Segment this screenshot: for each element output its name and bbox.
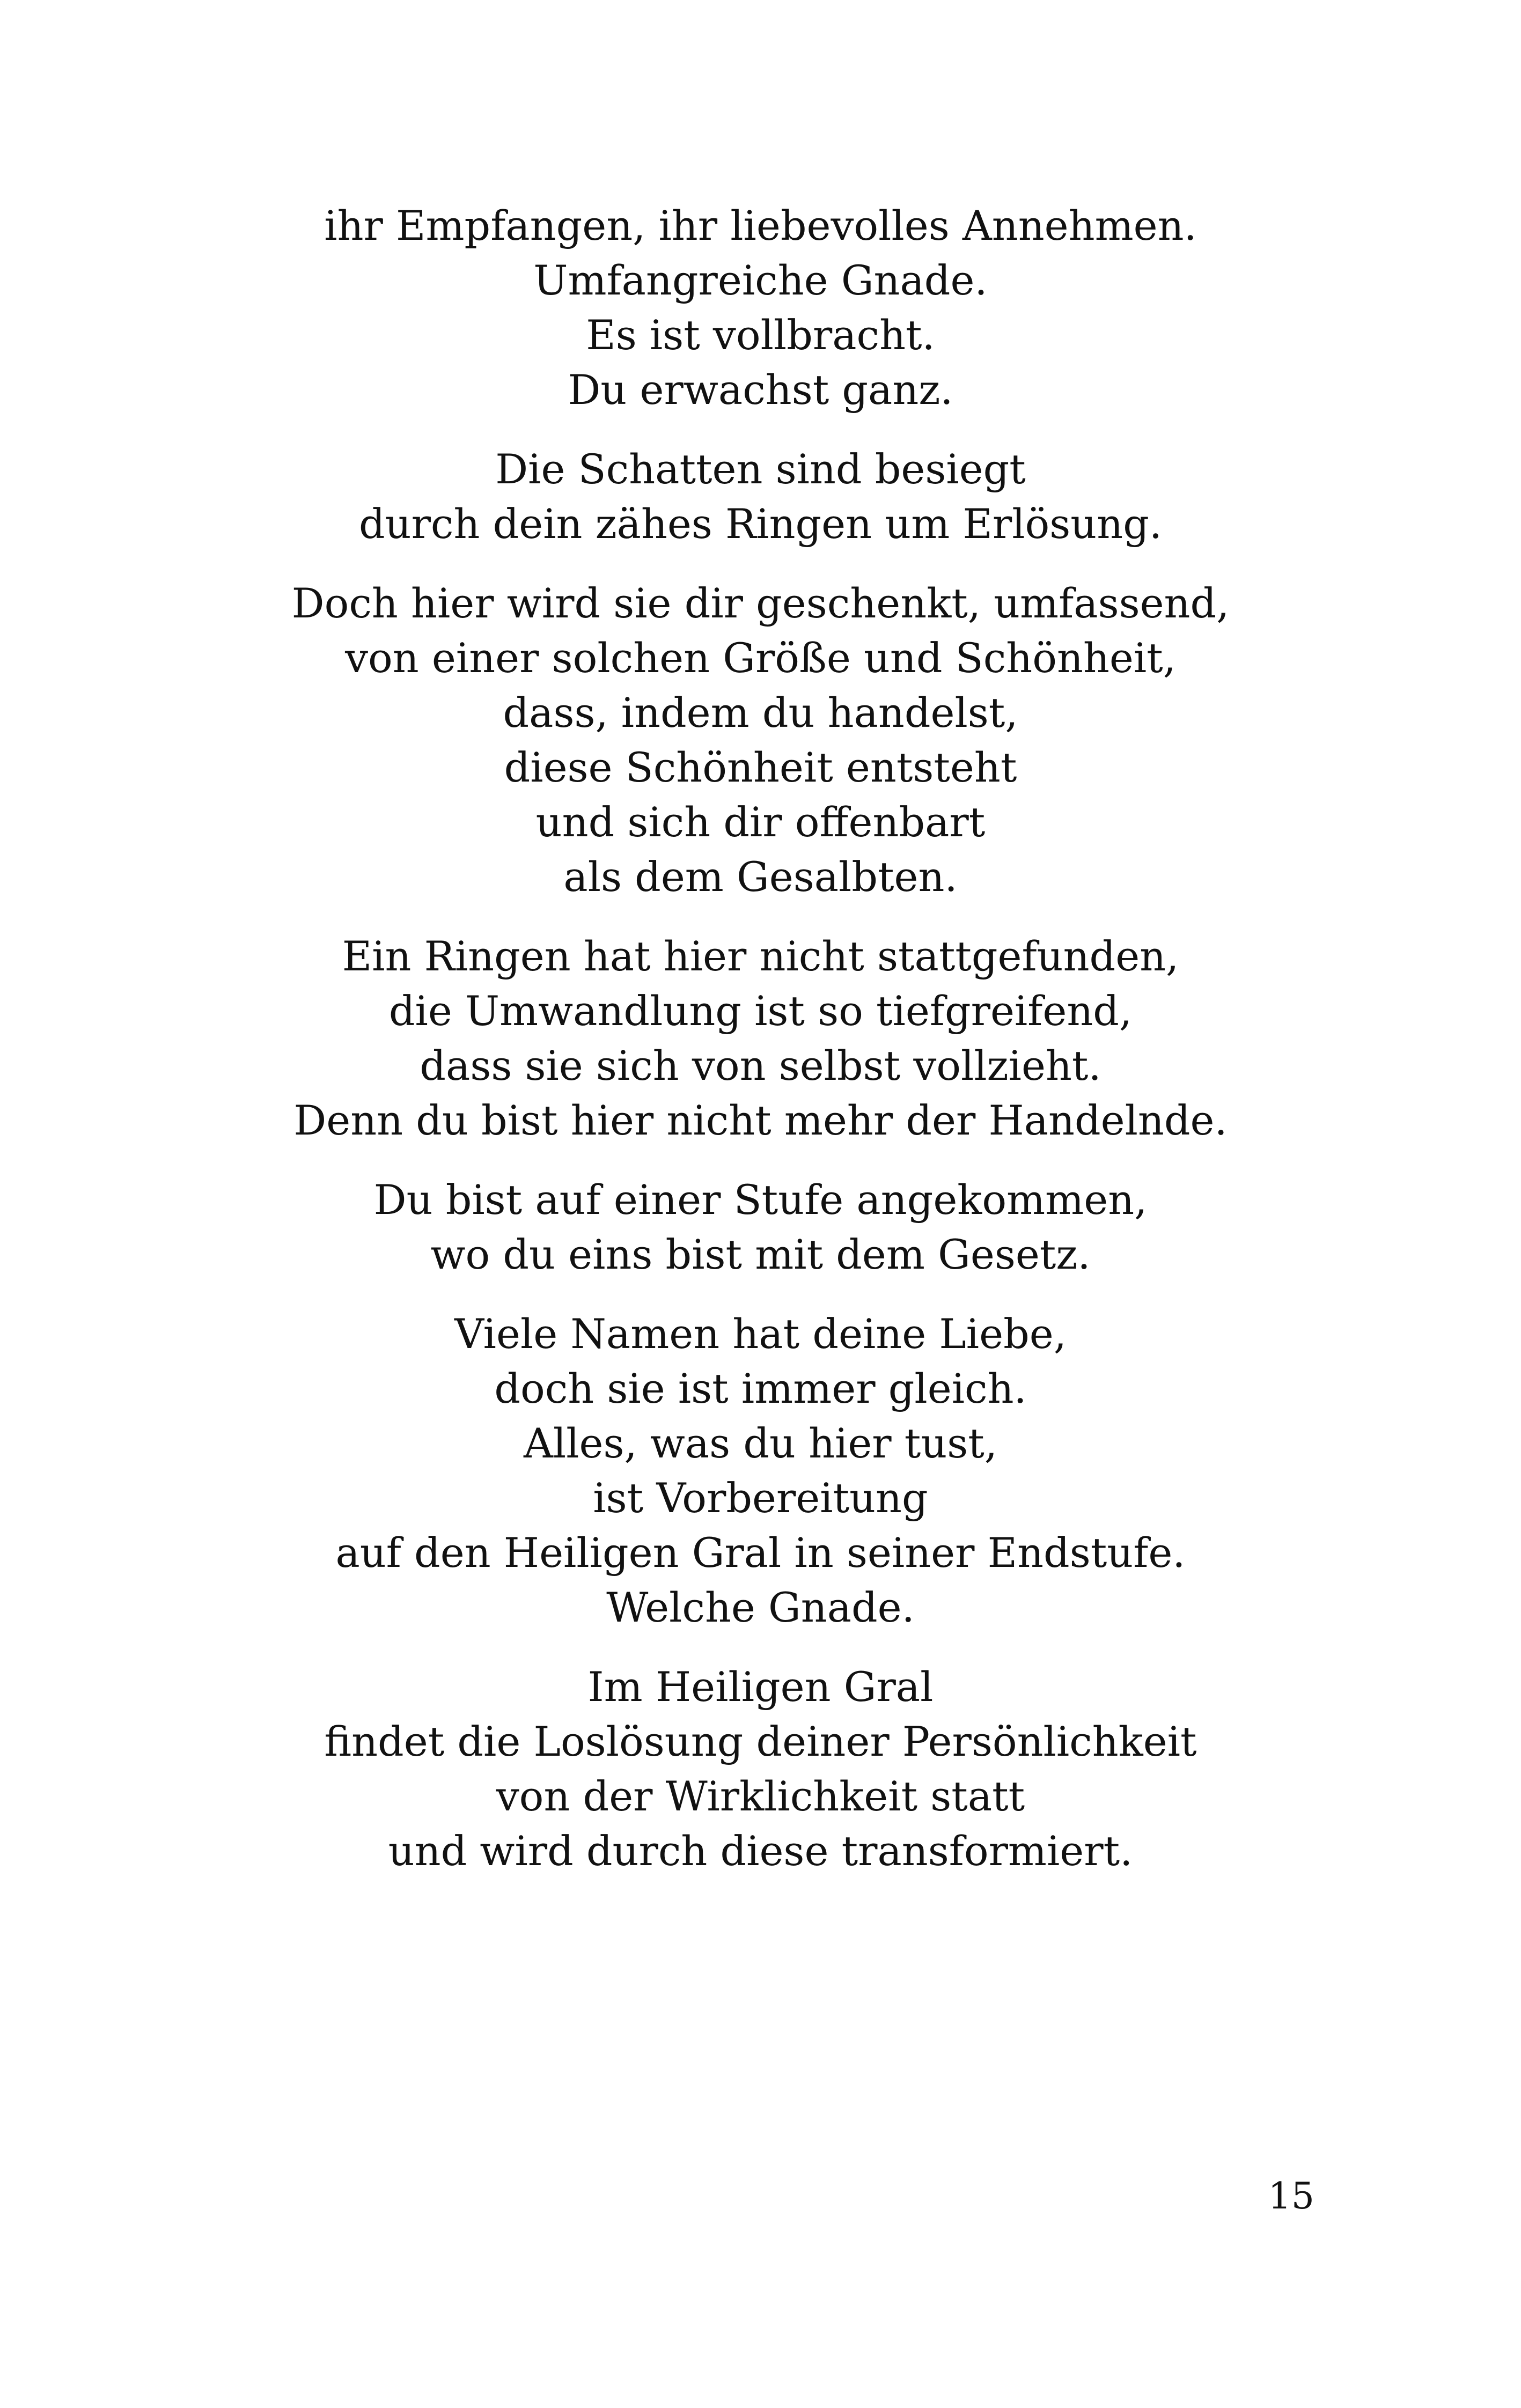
poem-line: die Umwandlung ist so tiefgreifend, <box>388 987 1133 1035</box>
poem-line: Alles, was du hier tust, <box>524 1419 997 1467</box>
stanza <box>0 1660 1521 1879</box>
stanza <box>0 198 1521 417</box>
poem-line: von der Wirklichkeit statt <box>496 1772 1025 1820</box>
poem-line: ihr Empfangen, ihr liebevolles Annehmen. <box>324 202 1197 249</box>
poem-line: wo du eins bist mit dem Gesetz. <box>430 1231 1091 1278</box>
poem-line: durch dein zähes Ringen um Erlösung. <box>358 500 1163 548</box>
poem-line: Es ist vollbracht. <box>586 311 935 359</box>
poem-line: dass, indem du handelst, <box>503 689 1018 737</box>
poem-line: Im Heiligen Gral <box>587 1663 934 1711</box>
poem-line: von einer solchen Größe und Schönheit, <box>345 634 1176 682</box>
poem-line: diese Schönheit entsteht <box>504 743 1017 791</box>
stanza <box>0 1173 1521 1282</box>
poem-line: Doch hier wird sie dir geschenkt, umfassend, <box>291 579 1230 627</box>
poem-line: Ein Ringen hat hier nicht stattgefunden, <box>342 932 1179 980</box>
stanza <box>0 929 1521 1148</box>
poem-line: ist Vorbereitung <box>593 1474 928 1522</box>
poem-line: Umfangreiche Gnade. <box>533 256 988 304</box>
stanza <box>0 442 1521 551</box>
page-number: 15 <box>1268 2175 1314 2218</box>
poem-line: als dem Gesalbten. <box>563 853 958 901</box>
poem-line: und wird durch diese transformiert. <box>388 1827 1133 1875</box>
poem-line: Die Schatten sind besiegt <box>495 445 1026 493</box>
poem-line: findet die Loslösung deiner Persönlichkeit <box>324 1718 1197 1765</box>
poem-line: Viele Namen hat deine Liebe, <box>454 1310 1067 1358</box>
poem-line: doch sie ist immer gleich. <box>494 1365 1027 1412</box>
poem-line: Du bist auf einer Stufe angekommen, <box>373 1176 1148 1224</box>
stanza <box>0 1307 1521 1635</box>
poem-line: dass sie sich von selbst vollzieht. <box>420 1042 1101 1089</box>
poem-body <box>0 198 1521 1903</box>
poem-line: Du erwachst ganz. <box>568 366 953 414</box>
poem-line: Welche Gnade. <box>606 1584 915 1631</box>
poem-line: Denn du bist hier nicht mehr der Handelnde. <box>293 1096 1228 1144</box>
poem-line: und sich dir offenbart <box>535 798 986 846</box>
stanza <box>0 576 1521 904</box>
poem-line: auf den Heiligen Gral in seiner Endstufe. <box>335 1529 1186 1577</box>
